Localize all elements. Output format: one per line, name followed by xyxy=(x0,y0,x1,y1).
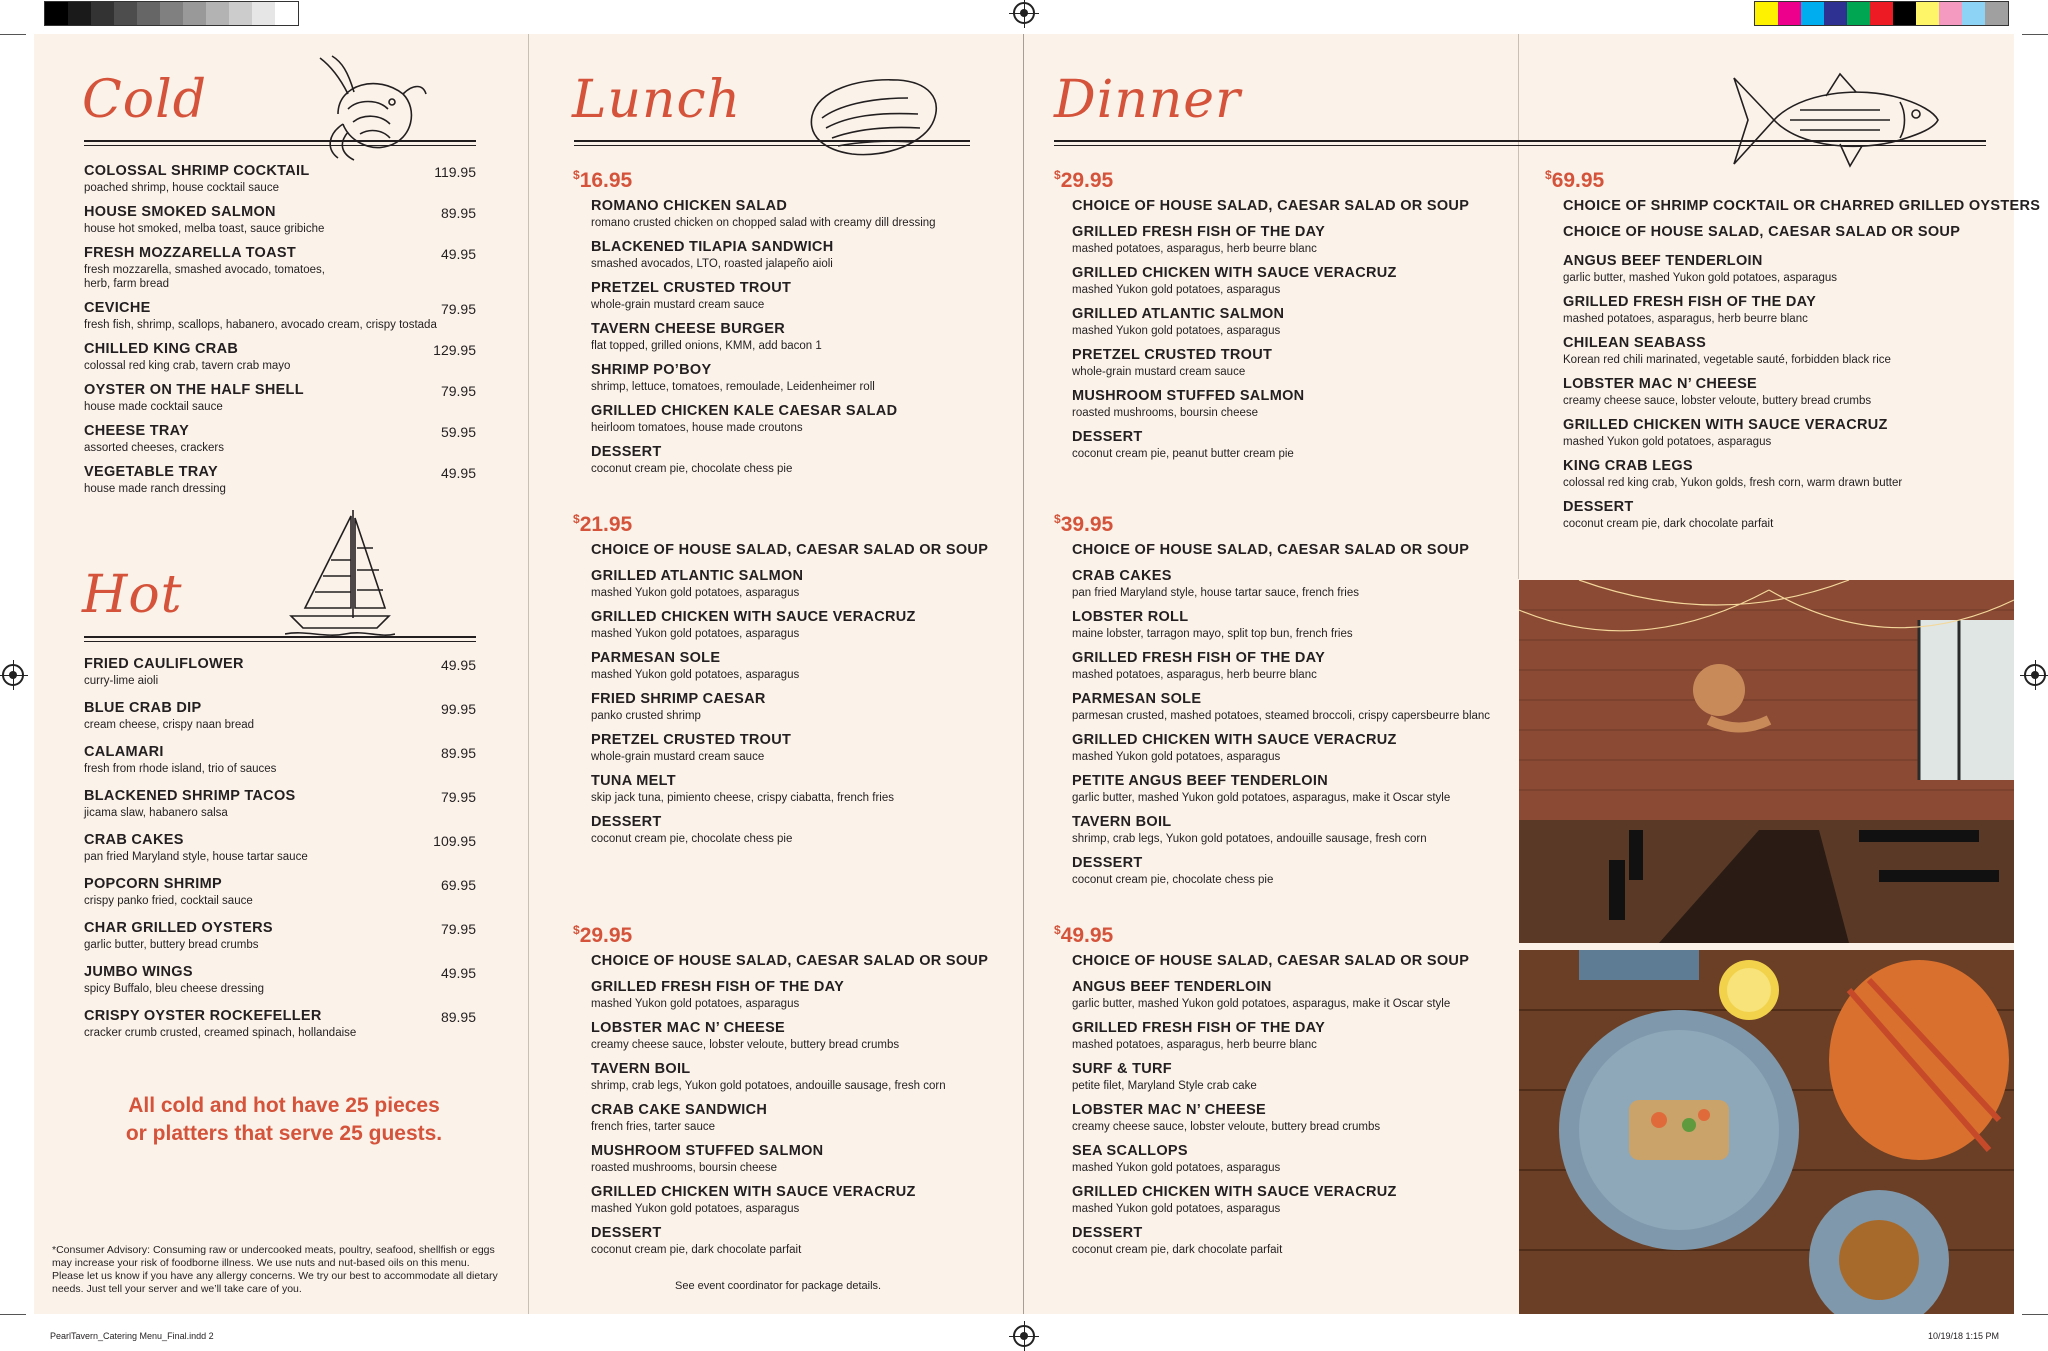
dinner-menu-item xyxy=(1563,294,2023,326)
registration-mark-bottom xyxy=(1013,1325,1035,1347)
dinner-menu-item xyxy=(1072,650,1512,682)
lunch-menu-item xyxy=(591,239,1011,271)
dinner-menu-item xyxy=(1072,347,1512,379)
dinner-item-name: PARMESAN SOLE xyxy=(1072,691,1202,707)
cold-item-description: assorted cheeses, crackers xyxy=(84,442,224,454)
lunch-tier-choice: CHOICE OF HOUSE SALAD, CAESAR SALAD OR SOUP xyxy=(591,542,989,558)
lunch-item-name: GRILLED FRESH FISH OF THE DAY xyxy=(591,979,845,995)
lunch-item-description: french fries, tarter sauce xyxy=(591,1121,715,1133)
registration-mark-top xyxy=(1013,2,1035,24)
dinner-item-name: GRILLED FRESH FISH OF THE DAY xyxy=(1072,1020,1326,1036)
lunch-menu-item xyxy=(591,321,1011,353)
lunch-menu-item xyxy=(591,609,1011,641)
hot-menu-item xyxy=(84,744,444,776)
hot-item-price: 49.95 xyxy=(440,965,476,981)
trim-mark xyxy=(2022,1314,2048,1315)
cold-item-description: house hot smoked, melba toast, sauce gribiche xyxy=(84,223,325,235)
hot-menu-item xyxy=(84,832,444,864)
cold-item-description: poached shrimp, house cocktail sauce xyxy=(84,182,279,194)
gray-swatch xyxy=(45,2,68,25)
lunch-currency-symbol: $ xyxy=(573,512,580,526)
hot-item-description: cracker crumb crusted, creamed spinach, hollandaise xyxy=(84,1027,357,1039)
cold-menu-item xyxy=(84,204,444,236)
lunch-menu-item xyxy=(591,650,1011,682)
lunch-menu-item xyxy=(591,1061,1011,1093)
dinner-item-name: TAVERN BOIL xyxy=(1072,814,1172,830)
cold-item-description: colossal red king crab, tavern crab mayo xyxy=(84,360,291,372)
lunch-currency-symbol: $ xyxy=(573,923,580,937)
hot-item-name: CRAB CAKES xyxy=(84,832,184,848)
dinner-item-name: PRETZEL CRUSTED TROUT xyxy=(1072,347,1273,363)
lunch-menu-item xyxy=(591,280,1011,312)
cold-item-description: house made ranch dressing xyxy=(84,483,226,495)
dinner-item-name: GRILLED ATLANTIC SALMON xyxy=(1072,306,1285,322)
color-swatch xyxy=(1962,2,1985,25)
dinner-menu-item xyxy=(1072,1061,1512,1093)
dinner-currency-symbol: $ xyxy=(1054,512,1061,526)
dinner-menu-item xyxy=(1072,814,1512,846)
hot-item-price: 79.95 xyxy=(440,921,476,937)
fish-icon xyxy=(1730,72,1940,168)
dinner-item-name: GRILLED CHICKEN WITH SAUCE VERACRUZ xyxy=(1072,1184,1397,1200)
lunch-item-name: MUSHROOM STUFFED SALMON xyxy=(591,1143,824,1159)
hot-item-description: cream cheese, crispy naan bread xyxy=(84,719,255,731)
dinner-item-description: parmesan crusted, mashed potatoes, steamed broccoli, crispy capersbeurre blanc xyxy=(1072,710,1491,722)
dinner-tier-choice: CHOICE OF HOUSE SALAD, CAESAR SALAD OR SOUP xyxy=(1072,953,1470,969)
hot-menu-item xyxy=(84,700,444,732)
dinner-tier-price xyxy=(1054,923,1113,948)
gray-swatch xyxy=(114,2,137,25)
lunch-item-name: TAVERN CHEESE BURGER xyxy=(591,321,785,337)
dinner-item-name: PETITE ANGUS BEEF TENDERLOIN xyxy=(1072,773,1328,789)
hot-title-rule xyxy=(84,636,476,638)
lunch-item-description: mashed Yukon gold potatoes, asparagus xyxy=(591,1203,800,1215)
lunch-item-description: shrimp, lettuce, tomatoes, remoulade, Leidenheimer roll xyxy=(591,381,875,393)
dinner-tier-amount: 29.95 xyxy=(1060,169,1114,192)
dinner-menu-item xyxy=(1072,1143,1512,1175)
cold-item-price: 129.95 xyxy=(433,342,476,358)
lunch-item-name: SHRIMP PO’BOY xyxy=(591,362,712,378)
lunch-item-name: GRILLED CHICKEN KALE CAESAR SALAD xyxy=(591,403,898,419)
lunch-item-description: shrimp, crab legs, Yukon gold potatoes, andouille sausage, fresh corn xyxy=(591,1080,946,1092)
dinner-menu-item xyxy=(1072,732,1512,764)
gray-swatch xyxy=(252,2,275,25)
page-fold xyxy=(1023,34,1024,1314)
hot-item-price: 69.95 xyxy=(440,877,476,893)
cold-item-name: HOUSE SMOKED SALMON xyxy=(84,204,276,220)
dinner-item-description: petite filet, Maryland Style crab cake xyxy=(1072,1080,1257,1092)
lunch-menu-item xyxy=(591,1225,1011,1257)
gray-swatch xyxy=(206,2,229,25)
dinner-tier-choice: CHOICE OF HOUSE SALAD, CAESAR SALAD OR SOUP xyxy=(1563,224,1961,240)
grayscale-color-bar xyxy=(44,1,299,26)
dinner-menu-item xyxy=(1563,499,2023,531)
color-swatch xyxy=(1778,2,1801,25)
lunch-tier-amount: 21.95 xyxy=(579,513,633,536)
lunch-item-description: whole-grain mustard cream sauce xyxy=(591,299,765,311)
hot-item-description: pan fried Maryland style, house tartar sauce xyxy=(84,851,308,863)
cold-item-name: CHEESE TRAY xyxy=(84,423,190,439)
dinner-tier-amount: 49.95 xyxy=(1060,924,1114,947)
cold-item-price: 79.95 xyxy=(440,301,476,317)
hot-title-rule xyxy=(84,641,476,642)
gray-swatch xyxy=(68,2,91,25)
dinner-item-description: coconut cream pie, dark chocolate parfait xyxy=(1563,518,1774,530)
lunch-item-description: mashed Yukon gold potatoes, asparagus xyxy=(591,587,800,599)
color-swatch xyxy=(1893,2,1916,25)
lunch-item-name: DESSERT xyxy=(591,444,662,460)
dinner-menu-item xyxy=(1563,458,2023,490)
dinner-menu-item xyxy=(1072,855,1512,887)
trim-mark xyxy=(2022,34,2048,35)
dinner-item-description: mashed potatoes, asparagus, herb beurre blanc xyxy=(1072,669,1317,681)
lunch-tier-price xyxy=(573,512,632,537)
dinner-item-name: DESSERT xyxy=(1072,855,1143,871)
lunch-item-description: smashed avocados, LTO, roasted jalapeño aioli xyxy=(591,258,833,270)
dinner-item-description: mashed Yukon gold potatoes, asparagus xyxy=(1072,325,1281,337)
portion-note: All cold and hot have 25 pieces or platters that serve 25 guests. xyxy=(125,1094,443,1145)
dinner-item-description: coconut cream pie, dark chocolate parfait xyxy=(1072,1244,1283,1256)
dinner-item-description: coconut cream pie, peanut butter cream pie xyxy=(1072,448,1294,460)
lunch-menu-item xyxy=(591,814,1011,846)
lunch-item-description: skip jack tuna, pimiento cheese, crispy ciabatta, french fries xyxy=(591,792,894,804)
hot-item-name: CRISPY OYSTER ROCKEFELLER xyxy=(84,1008,322,1024)
lunch-item-description: romano crusted chicken on chopped salad with creamy dill dressing xyxy=(591,217,936,229)
gray-swatch xyxy=(183,2,206,25)
hot-item-description: curry-lime aioli xyxy=(84,675,159,687)
lunch-item-name: TAVERN BOIL xyxy=(591,1061,691,1077)
restaurant-interior-photo xyxy=(1519,580,2014,943)
column-divider xyxy=(1518,34,1519,579)
lunch-menu-item xyxy=(591,979,1011,1011)
dinner-menu-item xyxy=(1072,306,1512,338)
lunch-item-description: coconut cream pie, dark chocolate parfait xyxy=(591,1244,802,1256)
lunch-menu-item xyxy=(591,691,1011,723)
dinner-item-description: creamy cheese sauce, lobster veloute, buttery bread crumbs xyxy=(1563,395,1872,407)
color-swatch xyxy=(1985,2,2008,25)
dinner-item-name: ANGUS BEEF TENDERLOIN xyxy=(1563,253,1763,269)
dinner-tier-choice: CHOICE OF HOUSE SALAD, CAESAR SALAD OR SOUP xyxy=(1072,542,1470,558)
dinner-menu-item xyxy=(1072,1184,1512,1216)
hot-item-name: CHAR GRILLED OYSTERS xyxy=(84,920,273,936)
dinner-item-description: roasted mushrooms, boursin cheese xyxy=(1072,407,1259,419)
cold-menu-item xyxy=(84,245,444,291)
dinner-menu-item xyxy=(1072,609,1512,641)
dinner-menu-item xyxy=(1072,568,1512,600)
lunch-item-name: GRILLED CHICKEN WITH SAUCE VERACRUZ xyxy=(591,609,916,625)
color-swatch xyxy=(1939,2,1962,25)
dinner-tier-price xyxy=(1545,168,1604,193)
lunch-tier-amount: 29.95 xyxy=(579,924,633,947)
dinner-item-description: mashed potatoes, asparagus, herb beurre blanc xyxy=(1563,313,1808,325)
dinner-item-description: mashed Yukon gold potatoes, asparagus xyxy=(1072,751,1281,763)
seafood-table-photo xyxy=(1519,950,2014,1314)
gray-swatch xyxy=(137,2,160,25)
cold-item-price: 89.95 xyxy=(440,205,476,221)
hot-item-price: 89.95 xyxy=(440,1009,476,1025)
dinner-item-description: garlic butter, mashed Yukon gold potatoes, asparagus xyxy=(1563,272,1838,284)
color-swatch xyxy=(1824,2,1847,25)
dinner-item-name: ANGUS BEEF TENDERLOIN xyxy=(1072,979,1272,995)
hot-item-description: fresh from rhode island, trio of sauces xyxy=(84,763,277,775)
dinner-item-description: coconut cream pie, chocolate chess pie xyxy=(1072,874,1274,886)
hot-item-price: 99.95 xyxy=(440,701,476,717)
hot-item-description: spicy Buffalo, bleu cheese dressing xyxy=(84,983,265,995)
cold-item-description: fresh mozzarella, smashed avocado, tomatoes, herb, farm bread xyxy=(84,264,325,290)
color-swatch xyxy=(1916,2,1939,25)
lunch-item-description: coconut cream pie, chocolate chess pie xyxy=(591,833,793,845)
lunch-menu-item xyxy=(591,444,1011,476)
dinner-item-name: GRILLED CHICKEN WITH SAUCE VERACRUZ xyxy=(1072,732,1397,748)
dinner-item-name: LOBSTER ROLL xyxy=(1072,609,1189,625)
dinner-item-name: GRILLED FRESH FISH OF THE DAY xyxy=(1072,650,1326,666)
dinner-menu-item xyxy=(1072,691,1512,723)
dinner-item-name: LOBSTER MAC N’ CHEESE xyxy=(1072,1102,1267,1118)
color-swatch xyxy=(1847,2,1870,25)
dinner-menu-item xyxy=(1072,1020,1512,1052)
dinner-tier-amount: 69.95 xyxy=(1551,169,1605,192)
hot-menu-item xyxy=(84,788,444,820)
cold-item-name: OYSTER ON THE HALF SHELL xyxy=(84,382,304,398)
cold-item-price: 49.95 xyxy=(440,246,476,262)
dinner-menu-item xyxy=(1072,265,1512,297)
lunch-item-name: CRAB CAKE SANDWICH xyxy=(591,1102,768,1118)
sailboat-icon xyxy=(285,508,395,640)
lunch-item-name: FRIED SHRIMP CAESAR xyxy=(591,691,766,707)
dinner-item-name: CRAB CAKES xyxy=(1072,568,1172,584)
lunch-item-description: coconut cream pie, chocolate chess pie xyxy=(591,463,793,475)
lunch-tier-price xyxy=(573,168,632,193)
lunch-tier-choice: CHOICE OF HOUSE SALAD, CAESAR SALAD OR SOUP xyxy=(591,953,989,969)
color-swatch xyxy=(1801,2,1824,25)
cold-item-name: VEGETABLE TRAY xyxy=(84,464,218,480)
dinner-section-title: Dinner xyxy=(1054,70,1241,130)
lunch-item-name: GRILLED ATLANTIC SALMON xyxy=(591,568,804,584)
lunch-item-name: TUNA MELT xyxy=(591,773,676,789)
dinner-item-name: DESSERT xyxy=(1563,499,1634,515)
cold-item-description: house made cocktail sauce xyxy=(84,401,223,413)
oyster-icon xyxy=(808,76,942,162)
dinner-item-description: garlic butter, mashed Yukon gold potatoes, asparagus, make it Oscar style xyxy=(1072,792,1451,804)
lunch-tier-amount: 16.95 xyxy=(579,169,633,192)
hot-item-name: POPCORN SHRIMP xyxy=(84,876,222,892)
dinner-item-name: LOBSTER MAC N’ CHEESE xyxy=(1563,376,1758,392)
dinner-currency-symbol: $ xyxy=(1054,168,1061,182)
dinner-menu-item xyxy=(1072,388,1512,420)
cold-item-name: CHILLED KING CRAB xyxy=(84,341,239,357)
dinner-item-name: GRILLED CHICKEN WITH SAUCE VERACRUZ xyxy=(1563,417,1888,433)
hot-item-description: garlic butter, buttery bread crumbs xyxy=(84,939,259,951)
lunch-item-description: mashed Yukon gold potatoes, asparagus xyxy=(591,628,800,640)
dinner-item-description: Korean red chili marinated, vegetable sauté, forbidden black rice xyxy=(1563,354,1891,366)
dinner-item-description: whole-grain mustard cream sauce xyxy=(1072,366,1246,378)
dinner-item-description: colossal red king crab, Yukon golds, fresh corn, warm drawn butter xyxy=(1563,477,1903,489)
gray-swatch xyxy=(275,2,298,25)
gray-swatch xyxy=(229,2,252,25)
hot-menu-item xyxy=(84,920,444,952)
cold-menu-item xyxy=(84,464,444,496)
column-divider xyxy=(528,34,529,1314)
dinner-item-name: SEA SCALLOPS xyxy=(1072,1143,1188,1159)
dinner-tier-choice: CHOICE OF HOUSE SALAD, CAESAR SALAD OR SOUP xyxy=(1072,198,1470,214)
dinner-item-name: SURF & TURF xyxy=(1072,1061,1172,1077)
dinner-menu-item xyxy=(1072,224,1512,256)
dinner-item-name: MUSHROOM STUFFED SALMON xyxy=(1072,388,1305,404)
lunch-currency-symbol: $ xyxy=(573,168,580,182)
gray-swatch xyxy=(91,2,114,25)
lunch-item-name: DESSERT xyxy=(591,814,662,830)
registration-mark-right xyxy=(2024,664,2046,686)
cold-item-price: 79.95 xyxy=(440,383,476,399)
lunch-menu-item xyxy=(591,362,1011,394)
lunch-item-description: panko crusted shrimp xyxy=(591,710,701,722)
trim-mark xyxy=(0,1314,26,1315)
dinner-menu-item xyxy=(1072,1225,1512,1257)
dinner-item-name: GRILLED FRESH FISH OF THE DAY xyxy=(1563,294,1817,310)
dinner-item-description: shrimp, crab legs, Yukon gold potatoes, andouille sausage, fresh corn xyxy=(1072,833,1427,845)
dinner-tier-choice: CHOICE OF SHRIMP COCKTAIL OR CHARRED GRILLED OYSTERS xyxy=(1563,198,2041,214)
slug-file-name: PearlTavern_Catering Menu_Final.indd 2 xyxy=(50,1331,214,1341)
cold-menu-item xyxy=(84,163,444,195)
lunch-menu-item xyxy=(591,198,1011,230)
color-swatch xyxy=(1870,2,1893,25)
cold-menu-item xyxy=(84,423,444,455)
cold-item-name: COLOSSAL SHRIMP COCKTAIL xyxy=(84,163,310,179)
dinner-currency-symbol: $ xyxy=(1545,168,1552,182)
lunch-item-description: whole-grain mustard cream sauce xyxy=(591,751,765,763)
hot-item-name: JUMBO WINGS xyxy=(84,964,193,980)
dinner-item-description: creamy cheese sauce, lobster veloute, buttery bread crumbs xyxy=(1072,1121,1381,1133)
dinner-item-description: mashed potatoes, asparagus, herb beurre blanc xyxy=(1072,1039,1317,1051)
lunch-item-description: mashed Yukon gold potatoes, asparagus xyxy=(591,669,800,681)
dinner-item-description: mashed Yukon gold potatoes, asparagus xyxy=(1563,436,1772,448)
dinner-item-description: pan fried Maryland style, house tartar sauce, french fries xyxy=(1072,587,1360,599)
dinner-item-description: maine lobster, tarragon mayo, split top bun, french fries xyxy=(1072,628,1353,640)
cold-item-price: 59.95 xyxy=(440,424,476,440)
lunch-menu-item xyxy=(591,732,1011,764)
dinner-item-name: DESSERT xyxy=(1072,429,1143,445)
lunch-item-name: BLACKENED TILAPIA SANDWICH xyxy=(591,239,834,255)
dinner-currency-symbol: $ xyxy=(1054,923,1061,937)
gray-swatch xyxy=(160,2,183,25)
event-coordinator-note: See event coordinator for package details. xyxy=(675,1280,882,1292)
dinner-item-name: CHILEAN SEABASS xyxy=(1563,335,1707,351)
registration-mark-left xyxy=(2,664,24,686)
lunch-item-name: PRETZEL CRUSTED TROUT xyxy=(591,280,792,296)
hot-menu-item xyxy=(84,1008,444,1040)
lunch-item-name: DESSERT xyxy=(591,1225,662,1241)
dinner-menu-item xyxy=(1072,773,1512,805)
hot-item-price: 109.95 xyxy=(433,833,476,849)
process-color-bar xyxy=(1754,1,2009,26)
lunch-menu-item xyxy=(591,1143,1011,1175)
lunch-item-description: creamy cheese sauce, lobster veloute, buttery bread crumbs xyxy=(591,1039,900,1051)
trim-mark xyxy=(0,34,26,35)
dinner-tier-price xyxy=(1054,168,1113,193)
lunch-menu-item xyxy=(591,568,1011,600)
lunch-item-description: mashed Yukon gold potatoes, asparagus xyxy=(591,998,800,1010)
hot-item-name: BLACKENED SHRIMP TACOS xyxy=(84,788,296,804)
cold-item-name: FRESH MOZZARELLA TOAST xyxy=(84,245,297,261)
hot-menu-item xyxy=(84,876,444,908)
dinner-item-name: GRILLED FRESH FISH OF THE DAY xyxy=(1072,224,1326,240)
lunch-item-description: roasted mushrooms, boursin cheese xyxy=(591,1162,778,1174)
lunch-item-name: LOBSTER MAC N’ CHEESE xyxy=(591,1020,786,1036)
dinner-tier-price xyxy=(1054,512,1113,537)
hot-item-name: CALAMARI xyxy=(84,744,164,760)
color-swatch xyxy=(1755,2,1778,25)
dinner-tier-amount: 39.95 xyxy=(1060,513,1114,536)
dinner-item-description: mashed Yukon gold potatoes, asparagus xyxy=(1072,284,1281,296)
dinner-menu-item xyxy=(1563,335,2023,367)
dinner-item-name: GRILLED CHICKEN WITH SAUCE VERACRUZ xyxy=(1072,265,1397,281)
lunch-item-name: PARMESAN SOLE xyxy=(591,650,721,666)
slug-date: 10/19/18 1:15 PM xyxy=(1928,1331,2000,1341)
lunch-menu-item xyxy=(591,403,1011,435)
lunch-menu-item xyxy=(591,773,1011,805)
dinner-item-description: garlic butter, mashed Yukon gold potatoes, asparagus, make it Oscar style xyxy=(1072,998,1451,1010)
hot-item-name: FRIED CAULIFLOWER xyxy=(84,656,244,672)
dinner-menu-item xyxy=(1563,376,2023,408)
lunch-menu-item xyxy=(591,1102,1011,1134)
consumer-advisory: *Consumer Advisory: Consuming raw or undercooked meats, poultry, seafood, shellfish or eggs may increase your risk of foodborne illness. We use nuts and nut-based oils on this menu. Please let us know if you have any allergy concerns. We try our best to accommodate all dietary needs. Just tell your server and we’ll take care of you. xyxy=(52,1244,498,1295)
cold-item-price: 119.95 xyxy=(434,164,476,180)
hot-item-description: jicama slaw, habanero salsa xyxy=(84,807,228,819)
dinner-item-description: mashed Yukon gold potatoes, asparagus xyxy=(1072,1162,1281,1174)
hot-item-price: 49.95 xyxy=(440,657,476,673)
lunch-item-name: GRILLED CHICKEN WITH SAUCE VERACRUZ xyxy=(591,1184,916,1200)
dinner-menu-item xyxy=(1072,979,1512,1011)
lunch-menu-item xyxy=(591,1020,1011,1052)
hot-item-price: 79.95 xyxy=(440,789,476,805)
lunch-section-title: Lunch xyxy=(572,70,742,130)
dinner-item-description: mashed Yukon gold potatoes, asparagus xyxy=(1072,1203,1281,1215)
cold-menu-item xyxy=(84,382,444,414)
hot-menu-item xyxy=(84,964,444,996)
dinner-item-description: mashed potatoes, asparagus, herb beurre blanc xyxy=(1072,243,1317,255)
cold-menu-item xyxy=(84,341,444,373)
lunch-item-description: flat topped, grilled onions, KMM, add bacon 1 xyxy=(591,340,822,352)
dinner-menu-item xyxy=(1563,253,2023,285)
dinner-menu-item xyxy=(1072,429,1512,461)
lunch-menu-item xyxy=(591,1184,1011,1216)
dinner-item-name: DESSERT xyxy=(1072,1225,1143,1241)
hot-item-name: BLUE CRAB DIP xyxy=(84,700,202,716)
hot-item-description: crispy panko fried, cocktail sauce xyxy=(84,895,253,907)
cold-item-description: fresh fish, shrimp, scallops, habanero, avocado cream, crispy tostada xyxy=(84,319,437,331)
hot-item-price: 89.95 xyxy=(440,745,476,761)
dinner-item-name: KING CRAB LEGS xyxy=(1563,458,1693,474)
cold-item-price: 49.95 xyxy=(440,465,476,481)
dinner-menu-item xyxy=(1072,1102,1512,1134)
lunch-item-name: ROMANO CHICKEN SALAD xyxy=(591,198,788,214)
shrimp-icon xyxy=(318,54,428,162)
cold-item-name: CEVICHE xyxy=(84,300,151,316)
lunch-item-name: PRETZEL CRUSTED TROUT xyxy=(591,732,792,748)
cold-menu-item xyxy=(84,300,444,332)
cold-section-title: Cold xyxy=(82,70,208,130)
lunch-item-description: heirloom tomatoes, house made croutons xyxy=(591,422,803,434)
hot-menu-item xyxy=(84,656,444,688)
lunch-tier-price xyxy=(573,923,632,948)
hot-section-title: Hot xyxy=(82,565,183,625)
dinner-menu-item xyxy=(1563,417,2023,449)
